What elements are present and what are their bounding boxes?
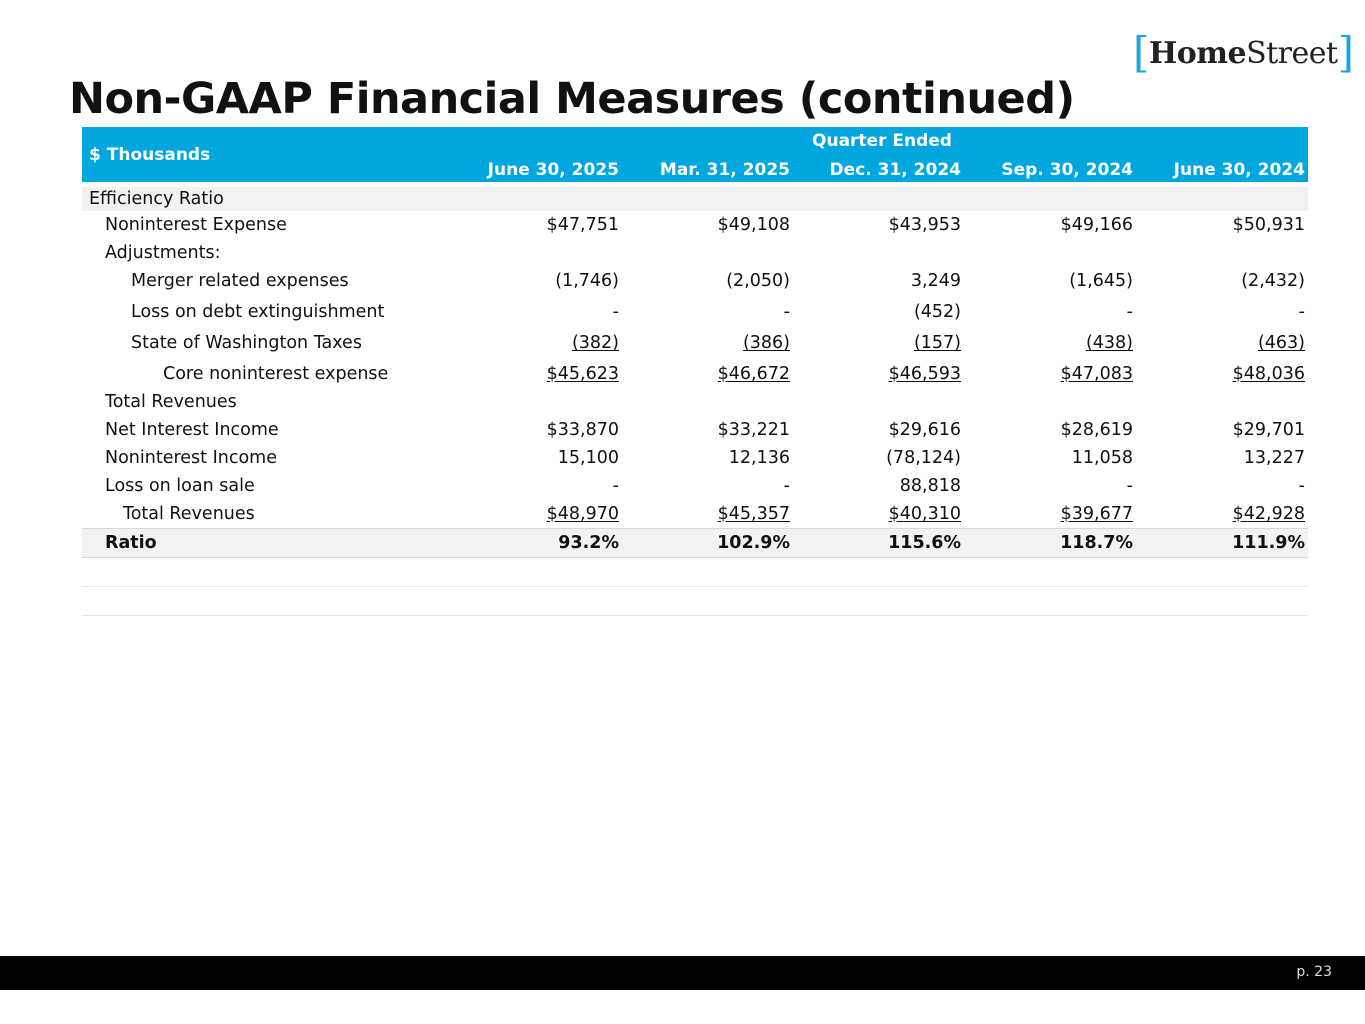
cell: $46,672 bbox=[717, 364, 790, 384]
cell: - bbox=[612, 302, 619, 322]
table-row bbox=[82, 267, 1308, 298]
column-header: Sep. 30, 2024 bbox=[1001, 160, 1133, 180]
column-header: June 30, 2025 bbox=[487, 160, 619, 180]
table-header bbox=[82, 127, 1308, 182]
cell: (157) bbox=[913, 333, 961, 353]
cell: $45,357 bbox=[717, 504, 790, 524]
logo-close-bracket: ] bbox=[1337, 28, 1354, 77]
cell: (2,432) bbox=[1241, 271, 1305, 291]
table-row bbox=[82, 500, 1308, 528]
cell: - bbox=[1298, 302, 1305, 322]
cell: - bbox=[783, 302, 790, 322]
cell: $48,970 bbox=[546, 504, 619, 524]
cell: (1,746) bbox=[555, 271, 619, 291]
cell: $29,701 bbox=[1232, 420, 1305, 440]
cell: (1,645) bbox=[1069, 271, 1133, 291]
row-label: Ratio bbox=[105, 533, 157, 553]
units-label: $ Thousands bbox=[89, 145, 211, 165]
logo-street-text: Street bbox=[1246, 35, 1338, 71]
table-row bbox=[82, 239, 1308, 267]
quarter-ended-label: Quarter Ended bbox=[812, 131, 952, 151]
cell: $40,310 bbox=[888, 504, 961, 524]
cell: 102.9% bbox=[717, 533, 790, 553]
column-header: June 30, 2024 bbox=[1173, 160, 1305, 180]
page-title: Non-GAAP Financial Measures (continued) bbox=[69, 74, 1075, 124]
section-row bbox=[82, 187, 1308, 211]
cell: $33,870 bbox=[546, 420, 619, 440]
cell: $43,953 bbox=[888, 215, 961, 235]
cell: 13,227 bbox=[1243, 448, 1305, 468]
cell: 88,818 bbox=[899, 476, 961, 496]
row-label: State of Washington Taxes bbox=[131, 333, 362, 353]
cell: $48,036 bbox=[1232, 364, 1305, 384]
cell: $28,619 bbox=[1060, 420, 1133, 440]
cell: $42,928 bbox=[1232, 504, 1305, 524]
cell: - bbox=[1298, 476, 1305, 496]
blank-row bbox=[82, 558, 1308, 587]
homestreet-logo bbox=[1133, 28, 1354, 77]
cell: 93.2% bbox=[558, 533, 619, 553]
table-row bbox=[82, 388, 1308, 416]
cell: - bbox=[1126, 476, 1133, 496]
cell: $49,108 bbox=[717, 215, 790, 235]
cell: 118.7% bbox=[1060, 533, 1133, 553]
row-label: Merger related expenses bbox=[131, 271, 349, 291]
cell: $47,083 bbox=[1060, 364, 1133, 384]
column-header: Mar. 31, 2025 bbox=[659, 160, 790, 180]
cell: (463) bbox=[1257, 333, 1305, 353]
cell: 11,058 bbox=[1071, 448, 1133, 468]
cell: 3,249 bbox=[910, 271, 961, 291]
blank-row bbox=[82, 587, 1308, 616]
cell: (78,124) bbox=[886, 448, 961, 468]
cell: 12,136 bbox=[728, 448, 790, 468]
cell: $39,677 bbox=[1060, 504, 1133, 524]
table-row bbox=[82, 298, 1308, 329]
cell: 15,100 bbox=[557, 448, 619, 468]
financial-table bbox=[82, 127, 1308, 616]
cell: $29,616 bbox=[888, 420, 961, 440]
row-label: Loss on debt extinguishment bbox=[131, 302, 385, 322]
cell: - bbox=[612, 476, 619, 496]
cell: $49,166 bbox=[1060, 215, 1133, 235]
cell: $33,221 bbox=[717, 420, 790, 440]
cell: - bbox=[783, 476, 790, 496]
section-label: Efficiency Ratio bbox=[89, 189, 224, 209]
table-row bbox=[82, 211, 1308, 239]
table-row bbox=[82, 472, 1308, 500]
cell: - bbox=[1126, 302, 1133, 322]
table-row bbox=[82, 329, 1308, 360]
row-label: Core noninterest expense bbox=[163, 364, 389, 384]
logo-home-text: Home bbox=[1148, 35, 1247, 71]
cell: (438) bbox=[1085, 333, 1133, 353]
table-row bbox=[82, 444, 1308, 472]
cell: $46,593 bbox=[888, 364, 961, 384]
logo-open-bracket: [ bbox=[1133, 28, 1149, 77]
row-label: Noninterest Income bbox=[105, 448, 277, 468]
row-label: Total Revenues bbox=[105, 392, 237, 412]
table-row bbox=[82, 416, 1308, 444]
page-number: p. 23 bbox=[1296, 964, 1332, 980]
row-label: Total Revenues bbox=[123, 504, 255, 524]
footer-bar bbox=[0, 956, 1365, 990]
cell: $50,931 bbox=[1232, 215, 1305, 235]
column-header: Dec. 31, 2024 bbox=[829, 160, 961, 180]
table-row bbox=[82, 360, 1308, 388]
cell: 111.9% bbox=[1232, 533, 1305, 553]
cell: $45,623 bbox=[546, 364, 619, 384]
cell: (2,050) bbox=[726, 271, 790, 291]
row-label: Adjustments: bbox=[105, 243, 221, 263]
cell: (386) bbox=[742, 333, 790, 353]
cell: 115.6% bbox=[888, 533, 961, 553]
row-label: Loss on loan sale bbox=[105, 476, 255, 496]
ratio-row bbox=[82, 528, 1308, 558]
row-label: Noninterest Expense bbox=[105, 215, 287, 235]
cell: $47,751 bbox=[546, 215, 619, 235]
cell: (382) bbox=[571, 333, 619, 353]
row-label: Net Interest Income bbox=[105, 420, 279, 440]
cell: (452) bbox=[913, 302, 961, 322]
